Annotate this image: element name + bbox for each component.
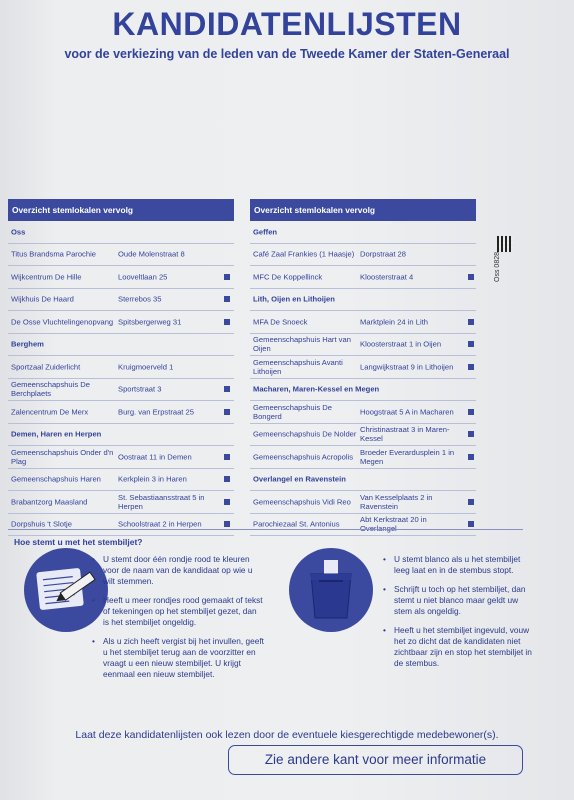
polling-stations-table-right — [250, 199, 476, 536]
location-name: MFA De Snoeck — [253, 317, 308, 327]
accessible-marker-icon — [468, 454, 474, 460]
table-row — [8, 356, 234, 379]
accessible-marker-icon — [468, 274, 474, 280]
instructions-left — [92, 554, 264, 688]
polling-stations-table-left — [8, 199, 234, 536]
section-name: Macharen, Maren-Kessel en Megen — [253, 384, 380, 394]
location-address: Oude Molenstraat 8 — [118, 249, 185, 259]
section-row — [8, 334, 234, 357]
location-name: Wijkhuis De Haard — [11, 294, 74, 304]
page-title: KANDIDATENLIJSTEN — [112, 6, 462, 42]
location-address: Abt Kerkstraat 20 in Overlangel — [360, 515, 427, 534]
footer-note: Laat deze kandidatenlijsten ook lezen door de eventuele kiesgerechtigde medebewoner(s). — [75, 729, 499, 741]
accessible-marker-icon — [468, 341, 474, 347]
table-row — [8, 469, 234, 492]
datamatrix-code — [497, 236, 513, 252]
accessible-marker-icon — [224, 476, 230, 482]
accessible-marker-icon — [468, 409, 474, 415]
stamp-label: Oss 0828 — [494, 252, 501, 282]
instruction-item: • U stemt door één rondje rood te kleuren voor de naam van de kandidaat op wie u wilt stemmen. — [92, 554, 264, 587]
location-name: Gemeenschapshuis Onder d'n Plag — [11, 447, 114, 466]
location-name: Zalencentrum De Merx — [11, 407, 89, 417]
location-name: Sportzaal Zuiderlicht — [11, 362, 81, 372]
table-row — [250, 401, 476, 424]
accessible-marker-icon — [224, 499, 230, 505]
location-address: Kloosterstraat 1 in Oijen — [360, 339, 442, 349]
location-address: Broeder Everardusplein 1 in Megen — [360, 447, 455, 466]
location-address: Langwijkstraat 9 in Lithoijen — [360, 362, 454, 372]
table-row — [250, 514, 476, 537]
accessible-marker-icon — [224, 454, 230, 460]
location-address: Burg. van Erpstraat 25 — [118, 407, 194, 417]
location-address: Sterrebos 35 — [118, 294, 162, 304]
accessible-marker-icon — [468, 319, 474, 325]
accessible-marker-icon — [224, 521, 230, 527]
accessible-marker-icon — [468, 521, 474, 527]
location-address: Kruigmoerveld 1 — [118, 362, 174, 372]
table-row — [8, 311, 234, 334]
section-row — [8, 424, 234, 447]
location-name: Gemeenschapshuis Acropolis — [253, 452, 354, 462]
section-name: Overlangel en Ravenstein — [253, 474, 346, 484]
table-row — [8, 244, 234, 267]
location-name: Gemeenschapshuis Vidi Reo — [253, 497, 351, 507]
table-row — [8, 446, 234, 469]
instruction-item: • Heeft u het stembiljet ingevuld, vouw het zo dicht dat de kandidaten niet zichtbaar zijn en stop het stembiljet in de stembus. — [383, 625, 533, 669]
section-row — [250, 221, 476, 244]
section-row — [250, 289, 476, 312]
location-name: MFC De Koppellinck — [253, 272, 323, 282]
location-name: Gemeenschapshuis Hart van Oijen — [253, 335, 351, 354]
table-row — [8, 514, 234, 537]
ballot-box-icon — [289, 548, 373, 632]
table-row — [250, 446, 476, 469]
section-row — [8, 221, 234, 244]
location-address: St. Sebastiaansstraat 5 in Herpen — [118, 492, 205, 511]
location-address: Christinastraat 3 in Maren-Kessel — [360, 425, 450, 444]
table-heading: Overzicht stemlokalen vervolg — [250, 199, 476, 221]
table-row — [8, 379, 234, 402]
table-row — [8, 266, 234, 289]
table-body-left — [8, 221, 234, 536]
location-address: Van Kesselplaats 2 in Ravenstein — [360, 492, 433, 511]
section-name: Oss — [11, 227, 26, 237]
table-row — [250, 266, 476, 289]
accessible-marker-icon — [224, 409, 230, 415]
table-row — [250, 244, 476, 267]
location-address: Marktplein 24 in Lith — [360, 317, 428, 327]
location-name: Parochiezaal St. Antonius — [253, 519, 340, 529]
table-row — [8, 401, 234, 424]
instructions-title: Hoe stemt u met het stembiljet? — [14, 537, 143, 547]
accessible-marker-icon — [468, 431, 474, 437]
location-address: Looveltlaan 25 — [118, 272, 168, 282]
table-row — [250, 424, 476, 447]
location-address: Kloosterstraat 4 — [360, 272, 414, 282]
section-row — [250, 379, 476, 402]
page-subtitle: voor de verkiezing van de leden van de Tweede Kamer der Staten-Generaal — [64, 47, 510, 61]
location-address: Schoolstraat 2 in Herpen — [118, 519, 202, 529]
section-row — [250, 469, 476, 492]
location-name: Gemeenschapshuis Haren — [11, 474, 101, 484]
instructions-right — [383, 554, 533, 677]
location-name: De Osse Vluchtelingenopvang — [11, 317, 114, 327]
accessible-marker-icon — [224, 319, 230, 325]
accessible-marker-icon — [468, 499, 474, 505]
location-name: Brabantzorg Maasland — [11, 497, 88, 507]
table-body-right — [250, 221, 476, 536]
more-info-box: Zie andere kant voor meer informatie — [228, 745, 523, 775]
table-row — [250, 334, 476, 357]
location-name: Gemeenschapshuis De Nolder — [253, 429, 357, 439]
section-name: Berghem — [11, 339, 44, 349]
location-address: Dorpstraat 28 — [360, 249, 407, 259]
accessible-marker-icon — [468, 364, 474, 370]
section-name: Geffen — [253, 227, 278, 237]
location-name: Dorpshuis 't Slotje — [11, 519, 72, 529]
location-address: Oostraat 11 in Demen — [118, 452, 192, 462]
section-name: Demen, Haren en Herpen — [11, 429, 102, 439]
section-divider — [8, 529, 523, 530]
instruction-item: • Schrijft u toch op het stembiljet, dan stemt u niet blanco maar geldt uw stem als ongeldig. — [383, 584, 533, 617]
table-row — [8, 289, 234, 312]
location-address: Hoogstraat 5 A in Macharen — [360, 407, 454, 417]
instruction-item: • U stemt blanco als u het stembiljet leeg laat en in de stembus stopt. — [383, 554, 533, 576]
instruction-item: • Heeft u meer rondjes rood gemaakt of tekst of tekeningen op het stembiljet gezet, dan is het stembiljet ongeldig. — [92, 595, 264, 628]
instruction-item: • Als u zich heeft vergist bij het invullen, geeft u het stembiljet terug aan de voorzitter en vraagt u een nieuw stembiljet. U krijgt eenmaal een nieuw stembiljet. — [92, 636, 264, 680]
section-name: Lith, Oijen en Lithoijen — [253, 294, 335, 304]
location-name: Gemeenschapshuis Avanti Lithoijen — [253, 357, 343, 376]
table-row — [250, 311, 476, 334]
accessible-marker-icon — [224, 386, 230, 392]
location-name: Titus Brandsma Parochie — [11, 249, 96, 259]
accessible-marker-icon — [224, 274, 230, 280]
location-name: Gemeenschapshuis De Berchplaets — [11, 380, 90, 399]
location-name: Café Zaal Frankies (1 Haasje) — [253, 249, 355, 259]
location-address: Kerkplein 3 in Haren — [118, 474, 187, 484]
location-address: Sportstraat 3 — [118, 384, 162, 394]
table-row — [250, 491, 476, 514]
table-row — [250, 356, 476, 379]
table-heading: Overzicht stemlokalen vervolg — [8, 199, 234, 221]
table-row — [8, 491, 234, 514]
location-name: Gemeenschapshuis De Bongerd — [253, 402, 332, 421]
accessible-marker-icon — [224, 296, 230, 302]
location-address: Spitsbergerweg 31 — [118, 317, 182, 327]
location-name: Wijkcentrum De Hille — [11, 272, 82, 282]
